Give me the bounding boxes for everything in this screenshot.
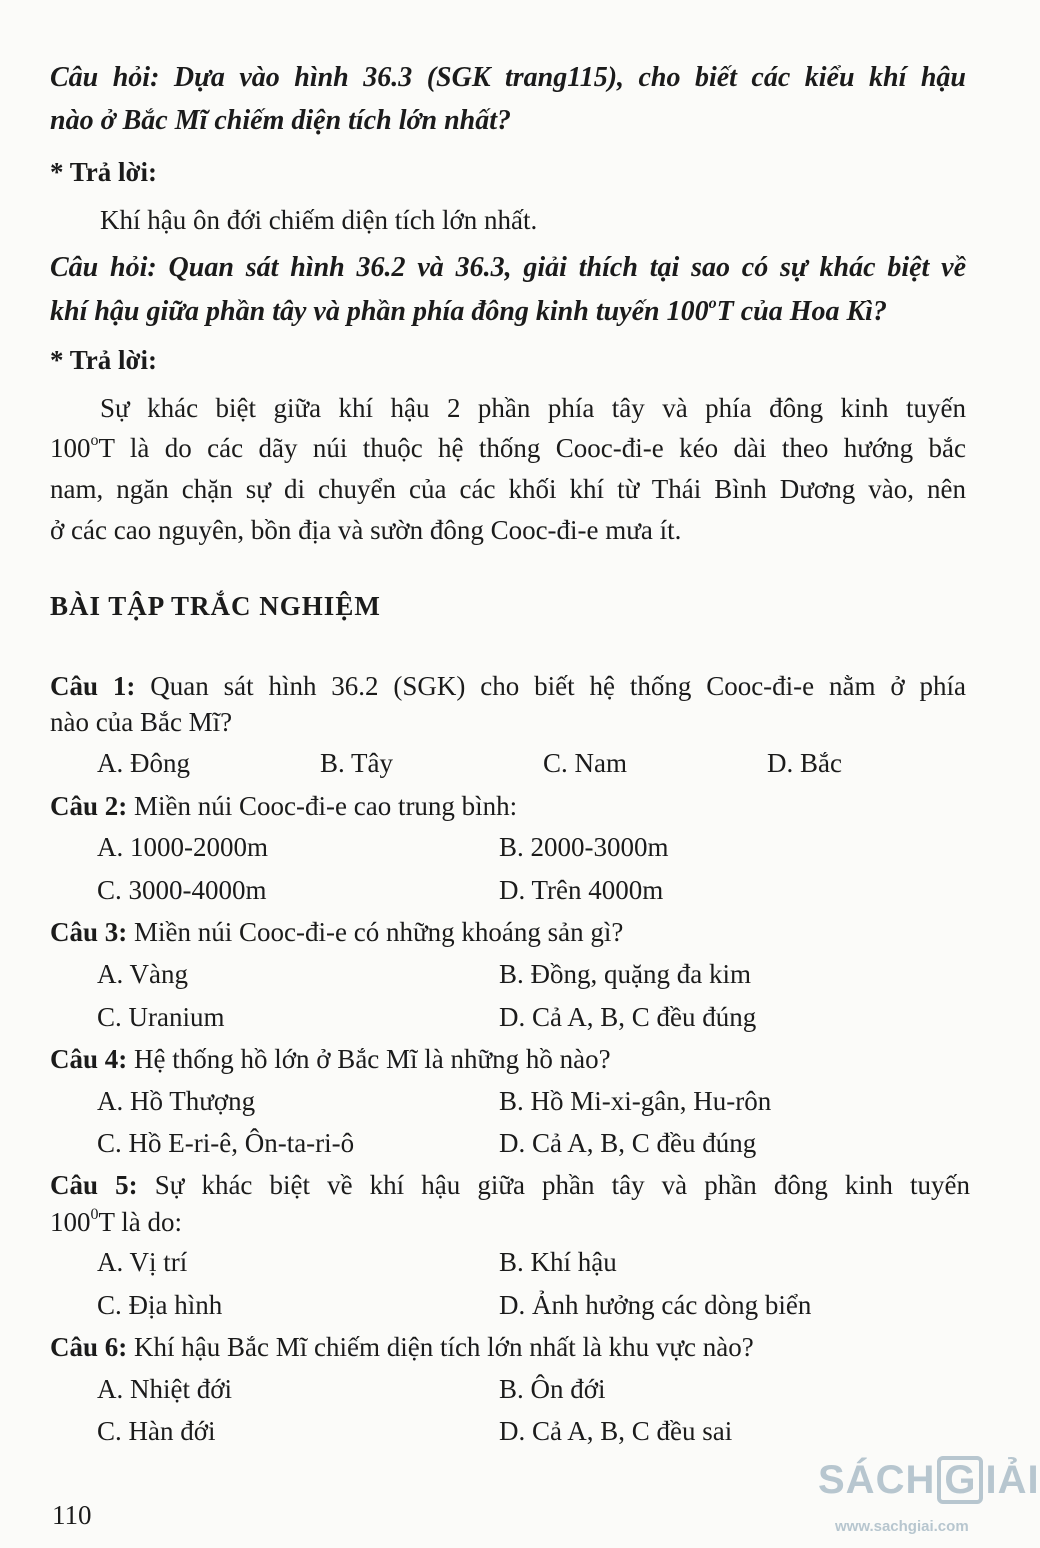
- question-2-line-2: khí hậu giữa phần tây và phần phía đông kinh tuyến 100$^o$T của Hoa Kì?: [50, 294, 887, 327]
- section-heading: BÀI TẬP TRẮC NGHIỆM: [50, 591, 381, 621]
- answer-1-text: Khí hậu ôn đới chiếm diện tích lớn nhất.: [100, 205, 538, 235]
- question-1-line-2: nào ở Bắc Mĩ chiếm diện tích lớn nhất?: [50, 105, 512, 136]
- mcq-1-option-b[interactable]: B. Tây: [320, 748, 393, 778]
- mcq-5-option-c[interactable]: C. Địa hình: [97, 1290, 223, 1320]
- mcq-1-question-line-2: nào của Bắc Mĩ?: [50, 707, 233, 737]
- mcq-6-option-a[interactable]: A. Nhiệt đới: [97, 1374, 233, 1404]
- mcq-5-option-a[interactable]: A. Vị trí: [97, 1247, 188, 1277]
- mcq-5-option-d[interactable]: D. Ảnh hưởng các dòng biển: [499, 1290, 812, 1320]
- question-2-line-1: Câu hỏi: Quan sát hình 36.2 và 36.3, giải thích tại sao có sự khác biệt về: [50, 252, 966, 283]
- answer-2-line-1: Sự khác biệt giữa khí hậu 2 phần phía tây và phía đông kinh tuyến: [100, 393, 966, 423]
- question-1-line-1: Câu hỏi: Dựa vào hình 36.3 (SGK trang115), cho biết các kiểu khí hậu: [50, 62, 966, 93]
- mcq-2-option-b[interactable]: B. 2000-3000m: [499, 832, 669, 862]
- watermark-logo: SÁCH G IẢI: [818, 1457, 1040, 1502]
- page-number: 110: [52, 1500, 92, 1530]
- mcq-5-question-line-2: $100^0T$ là do:: [50, 1206, 182, 1237]
- mcq-4-question: Câu 4: Hệ thống hồ lớn ở Bắc Mĩ là những hồ nào?: [50, 1044, 611, 1074]
- mcq-2-question: Câu 2: Miền núi Cooc-đi-e cao trung bình:: [50, 791, 518, 821]
- mcq-6-question: Câu 6: Khí hậu Bắc Mĩ chiếm diện tích lớn nhất là khu vực nào?: [50, 1332, 754, 1362]
- mcq-4-option-a[interactable]: A. Hồ Thượng: [97, 1086, 256, 1116]
- mcq-1-question-line-1: Câu 1: Quan sát hình 36.2 (SGK) cho biết hệ thống Cooc-đi-e nằm ở phía: [50, 671, 966, 701]
- logo-box-icon: G: [937, 1456, 983, 1504]
- mcq-3-option-d[interactable]: D. Cả A, B, C đều đúng: [499, 1002, 757, 1032]
- answer-label-2: * Trả lời:: [50, 345, 157, 375]
- mcq-2-option-c[interactable]: C. 3000-4000m: [97, 875, 267, 905]
- answer-2-line-4: ở các cao nguyên, bồn địa và sườn đông Cooc-đi-e mưa ít.: [50, 515, 682, 545]
- mcq-1-option-d[interactable]: D. Bắc: [767, 748, 842, 778]
- mcq-3-option-b[interactable]: B. Đồng, quặng đa kim: [499, 959, 751, 989]
- mcq-5-question-line-1: Câu 5: Sự khác biệt về khí hậu giữa phần tây và phần đông kinh tuyến: [50, 1170, 970, 1200]
- answer-label-1: * Trả lời:: [50, 157, 157, 187]
- mcq-6-option-b[interactable]: B. Ôn đới: [499, 1374, 606, 1404]
- watermark-url[interactable]: www.sachgiai.com: [835, 1518, 969, 1535]
- mcq-3-question: Câu 3: Miền núi Cooc-đi-e có những khoáng sản gì?: [50, 917, 624, 947]
- mcq-4-option-d[interactable]: D. Cả A, B, C đều đúng: [499, 1128, 757, 1158]
- mcq-2-option-a[interactable]: A. 1000-2000m: [97, 832, 268, 862]
- mcq-1-option-c[interactable]: C. Nam: [543, 748, 627, 778]
- mcq-1-option-a[interactable]: A. Đông: [97, 748, 190, 778]
- mcq-4-option-c[interactable]: C. Hồ E-ri-ê, Ôn-ta-ri-ô: [97, 1128, 355, 1158]
- answer-2-line-3: nam, ngăn chặn sự di chuyển của các khối khí từ Thái Bình Dương vào, nên: [50, 474, 966, 504]
- mcq-3-option-a[interactable]: A. Vàng: [97, 959, 188, 989]
- mcq-5-option-b[interactable]: B. Khí hậu: [499, 1247, 617, 1277]
- mcq-6-option-c[interactable]: C. Hàn đới: [97, 1416, 216, 1446]
- mcq-6-option-d[interactable]: D. Cả A, B, C đều sai: [499, 1416, 733, 1446]
- answer-2-line-2: 100$^o$T là do các dãy núi thuộc hệ thống Cooc-đi-e kéo dài theo hướng bắc: [50, 432, 966, 463]
- mcq-3-option-c[interactable]: C. Uranium: [97, 1002, 225, 1032]
- mcq-4-option-b[interactable]: B. Hồ Mi-xi-gân, Hu-rôn: [499, 1086, 772, 1116]
- mcq-2-option-d[interactable]: D. Trên 4000m: [499, 875, 664, 905]
